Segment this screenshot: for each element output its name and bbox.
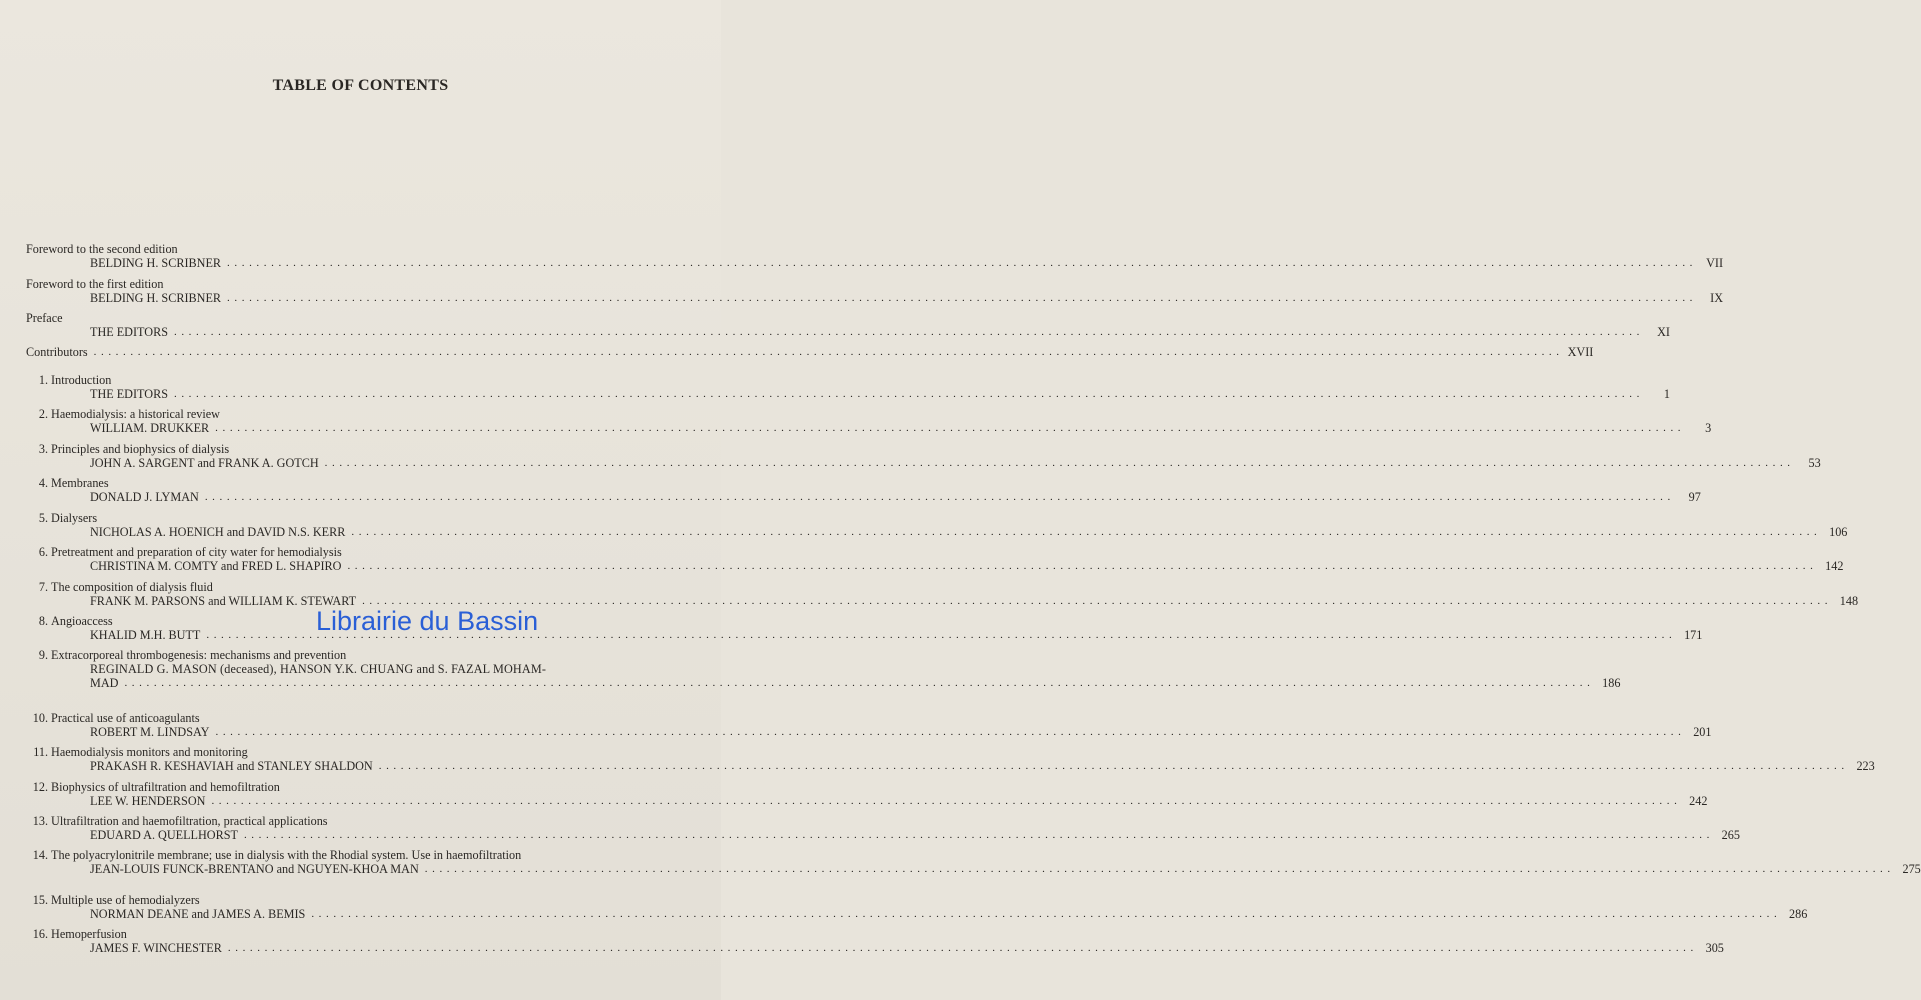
page-number: 1 [1663,387,1670,401]
entry-title: Contributors [26,345,88,359]
entry-number: 12. [32,780,48,794]
entry-author: WILLIAM. DRUKKER [90,421,210,435]
entry-author: JOHN A. SARGENT and FRANK A. GOTCH [90,456,319,470]
entry-number: 6. [38,545,48,559]
entry-number: 4. [38,476,48,490]
dot-leader: ........................................................................................................................................................................................................ [347,560,1818,572]
entry-author: DONALD J. LYMAN [90,490,199,504]
page-number: 106 [1829,525,1848,539]
page-number: 148 [1839,594,1859,608]
entry-number: 14. [32,848,48,862]
dot-leader: ........................................................................................................................................................................................................ [227,292,1698,304]
dot-leader: ........................................................................................................................................................................................................ [215,422,1686,434]
dot-leader: ........................................................................................................................................................................................................ [93,346,1564,358]
dot-leader: ........................................................................................................................................................................................................ [124,677,1595,689]
page-number: 171 [1684,628,1703,642]
entry-title: Foreword to the first edition [26,277,164,291]
entry-title: Angioaccess [51,614,113,628]
dot-leader: ........................................................................................................................................................................................................ [324,457,1795,469]
entry-title: Membranes [51,476,109,490]
toc-entry [26,242,1724,270]
page-number: 201 [1693,725,1712,739]
entry-author: CHRISTINA M. COMTY and FRED L. SHAPIRO [90,559,342,573]
dot-leader: ........................................................................................................................................................................................................ [311,908,1782,920]
entry-author: THE EDITORS [90,387,168,401]
entry-author: PRAKASH R. KESHAVIAH and STANLEY SHALDON [90,759,373,773]
page-title: TABLE OF CONTENTS [272,77,449,94]
toc-entry [26,511,1848,539]
dot-leader: ........................................................................................................................................................................................................ [211,795,1682,807]
toc-entry [26,277,1724,305]
page-number: VII [1706,256,1724,270]
entry-author: KHALID M.H. BUTT [90,628,201,642]
toc-entry [26,580,1859,608]
entry-author: BELDING H. SCRIBNER [90,291,222,305]
page-number: 186 [1602,676,1621,690]
page-number: 142 [1825,559,1844,573]
entry-number: 13. [32,814,48,828]
toc-entry [26,711,1712,739]
toc-entry [26,476,1701,504]
dot-leader: ........................................................................................................................................................................................................ [362,595,1833,607]
entry-title: Multiple use of hemodialyzers [51,893,200,907]
entry-author: MAD [90,676,119,690]
page-number: XVII [1567,345,1594,359]
dot-leader: ........................................................................................................................................................................................................ [424,863,1895,875]
toc-entry [26,373,1670,401]
toc-entry [26,407,1712,435]
dot-leader: ........................................................................................................................................................................................................ [173,326,1644,338]
page-number: 97 [1688,490,1701,504]
entry-number: 9. [38,648,48,662]
entry-title: Preface [26,311,63,325]
entry-title: Principles and biophysics of dialysis [51,442,230,456]
entry-title: Pretreatment and preparation of city water for hemodialysis [51,545,342,559]
dot-leader: ........................................................................................................................................................................................................ [173,388,1644,400]
entry-title: Hemoperfusion [51,927,127,941]
page-number: 265 [1721,828,1740,842]
toc-entry [26,893,1808,921]
toc-entry [26,442,1821,470]
page-number: 242 [1689,794,1708,808]
watermark: Librairie du Bassin [316,606,539,636]
page-number: 223 [1856,759,1875,773]
page-number: 305 [1705,941,1724,955]
entry-author: LEE W. HENDERSON [90,794,206,808]
entry-author: JEAN-LOUIS FUNCK-BRENTANO and NGUYEN-KHOA MAN [90,862,419,876]
entry-title: Dialysers [51,511,98,525]
entry-author: REGINALD G. MASON (deceased), HANSON Y.K. CHUANG and S. FAZAL MOHAM- [90,662,547,676]
dot-leader: ........................................................................................................................................................................................................ [204,491,1675,503]
toc-entry [26,345,1594,359]
entry-title: The composition of dialysis fluid [51,580,213,594]
entry-author: JAMES F. WINCHESTER [90,941,222,955]
entry-number: 8. [38,614,48,628]
toc-entry [26,311,1670,339]
entry-author: THE EDITORS [90,325,168,339]
toc-entry [26,780,1708,808]
page-number: IX [1710,291,1724,305]
entry-author: FRANK M. PARSONS and WILLIAM K. STEWART [90,594,357,608]
toc-entry [26,814,1740,842]
entry-number: 2. [38,407,48,421]
page-number: 53 [1808,456,1821,470]
entry-author: BELDING H. SCRIBNER [90,256,222,270]
entry-number: 7. [38,580,48,594]
entry-author: NICHOLAS A. HOENICH and DAVID N.S. KERR [90,525,346,539]
dot-leader: ........................................................................................................................................................................................................ [206,629,1677,641]
entry-number: 3. [38,442,48,456]
dot-leader: ........................................................................................................................................................................................................ [243,829,1714,841]
toc-entry [26,648,1621,690]
entry-title: Extracorporeal thrombogenesis: mechanisms and prevention [51,648,347,662]
toc-entry [26,848,1921,876]
toc-entry [26,927,1724,955]
entry-title: Practical use of anticoagulants [51,711,200,725]
entry-number: 5. [38,511,48,525]
page-number: 3 [1705,421,1712,435]
entry-number: 11. [33,745,48,759]
entry-title: Foreword to the second edition [26,242,178,256]
entry-title: Ultrafiltration and haemofiltration, practical applications [51,814,328,828]
dot-leader: ........................................................................................................................................................................................................ [227,257,1698,269]
page-number: XI [1657,325,1670,339]
entry-number: 1. [38,373,48,387]
entry-number: 10. [32,711,48,725]
entry-title: Haemodialysis: a historical review [51,407,220,421]
entry-author: ROBERT M. LINDSAY [90,725,210,739]
dot-leader: ........................................................................................................................................................................................................ [351,526,1822,538]
page-number: 286 [1789,907,1808,921]
entry-author: NORMAN DEANE and JAMES A. BEMIS [90,907,306,921]
toc-entry [26,545,1844,573]
entry-title: Introduction [51,373,112,387]
entry-title: Haemodialysis monitors and monitoring [51,745,248,759]
page-number: 275 [1902,862,1921,876]
toc-entry [26,745,1875,773]
entry-author: EDUARD A. QUELLHORST [90,828,238,842]
dot-leader: ........................................................................................................................................................................................................ [378,760,1849,772]
dot-leader: ........................................................................................................................................................................................................ [215,726,1686,738]
entry-title: The polyacrylonitrile membrane; use in dialysis with the Rhodial system. Use in haemofiltration [51,848,522,862]
entry-title: Biophysics of ultrafiltration and hemofiltration [51,780,280,794]
entry-number: 16. [32,927,48,941]
entry-number: 15. [32,893,48,907]
dot-leader: ........................................................................................................................................................................................................ [227,942,1698,954]
